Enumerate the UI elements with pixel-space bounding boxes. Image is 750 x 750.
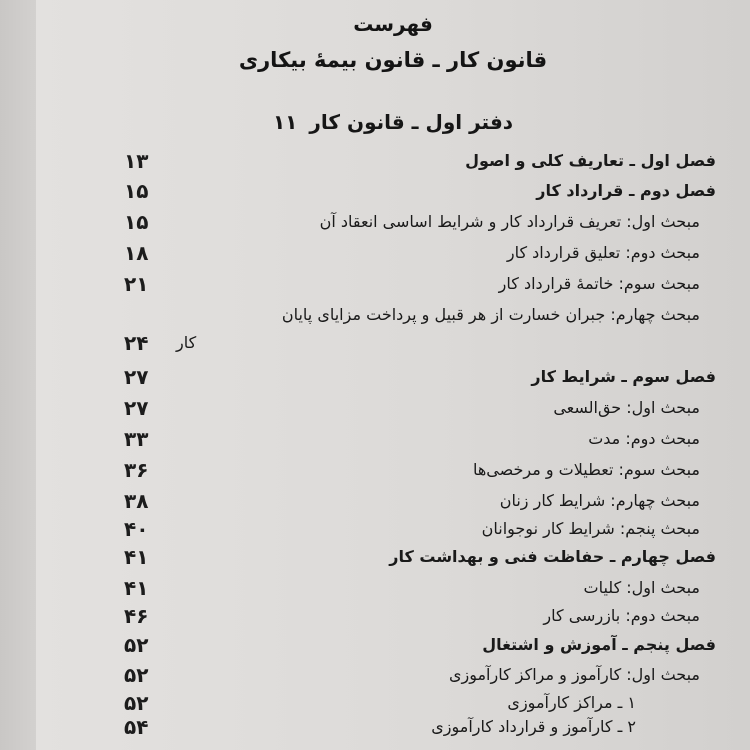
- toc-page-number: ۱۳: [124, 149, 149, 173]
- toc-entry-label: مبحث اول: کلیات: [583, 578, 700, 597]
- section-label: دفتر اول ـ قانون کار: [309, 110, 514, 134]
- toc-page-number: ۲۷: [124, 396, 149, 420]
- toc-page-number: ۱۸: [124, 241, 149, 265]
- toc-entry: [36, 514, 750, 544]
- toc-entry-label: مبحث اول: کارآموز و مراکز کارآموزی: [448, 665, 700, 684]
- toc-entry-label: مبحث دوم: تعلیق قرارداد کار: [506, 243, 700, 262]
- toc-entry-label: مبحث دوم: بازرسی کار: [543, 606, 700, 625]
- toc-page-number: ۱۵: [124, 179, 149, 203]
- toc-page-number: ۲۷: [124, 365, 149, 389]
- toc-entry: [36, 712, 750, 742]
- toc-entry-continuation: [36, 328, 750, 358]
- toc-entry-label: مبحث دوم: مدت: [588, 429, 700, 448]
- toc-page-number: ۴۱: [124, 576, 149, 600]
- page-edge-shadow: [0, 0, 36, 750]
- toc-page-number: ۵۲: [124, 663, 149, 687]
- toc-title: فهرست: [353, 12, 433, 36]
- toc-entry: [36, 207, 750, 237]
- toc-entry-label: مبحث سوم: خاتمهٔ قرارداد کار: [498, 274, 700, 293]
- toc-entry-label: فصل چهارم ـ حفاظت فنی و بهداشت کار: [389, 547, 716, 566]
- toc-entry-label: مبحث پنجم: شرایط کار نوجوانان: [481, 519, 700, 538]
- toc-entry-label: مبحث چهارم: شرایط کار زنان: [499, 491, 700, 510]
- toc-entry: [36, 630, 750, 660]
- toc-entry: [36, 660, 750, 690]
- toc-page-number: ۲۴: [124, 331, 149, 355]
- toc-entry: [36, 542, 750, 572]
- toc-entry: [36, 146, 750, 176]
- toc-entry-label: مبحث اول: حق‌السعی: [553, 398, 700, 417]
- toc-entry: [36, 238, 750, 268]
- toc-page-number: ۱۵: [124, 210, 149, 234]
- toc-entry-label: فصل دوم ـ قرارداد کار: [536, 181, 716, 200]
- toc-page-number: ۴۰: [124, 517, 149, 541]
- toc-page-number: ۵۴: [124, 715, 149, 739]
- toc-page-number: ۳۳: [124, 427, 149, 451]
- book-subtitle: قانون کار ـ قانون بیمهٔ بیکاری: [238, 48, 548, 72]
- toc-page-number: ۵۲: [124, 633, 149, 657]
- toc-entry: [36, 362, 750, 392]
- toc-page-number: ۵۲: [124, 691, 149, 715]
- toc-entry: [36, 393, 750, 423]
- document-page: [36, 0, 750, 750]
- toc-entry-label-continued: کار: [176, 333, 197, 352]
- toc-entry: [36, 601, 750, 631]
- toc-entry-label: فصل پنجم ـ آموزش و اشتغال: [482, 635, 716, 654]
- toc-entry-label: مبحث چهارم: جبران خسارت از هر قبیل و پرداخت مزایای پایان: [281, 305, 700, 324]
- toc-page-number: ۴۱: [124, 545, 149, 569]
- toc-page-number: ۲۱: [124, 272, 149, 296]
- toc-entry-label: فصل سوم ـ شرایط کار: [531, 367, 716, 386]
- toc-entry: [36, 486, 750, 516]
- section-page-number: ۱۱: [272, 110, 298, 134]
- toc-entry-label: فصل اول ـ تعاریف کلی و اصول: [465, 151, 716, 170]
- toc-entry: [36, 176, 750, 206]
- toc-entry: [36, 573, 750, 603]
- toc-page-number: ۳۶: [124, 458, 149, 482]
- toc-entry-label: ۲ ـ کارآموز و قرارداد کارآموزی: [431, 717, 636, 736]
- toc-page-number: ۳۸: [124, 489, 149, 513]
- toc-entry-label: مبحث سوم: تعطیلات و مرخصی‌ها: [472, 460, 700, 479]
- toc-entry: [36, 424, 750, 454]
- toc-list: [36, 0, 750, 750]
- toc-entry-label: مبحث اول: تعریف قرارداد کار و شرایط اساسی انعقاد آن: [319, 212, 700, 231]
- toc-page-number: ۴۶: [124, 604, 149, 628]
- toc-entry: [36, 455, 750, 485]
- toc-entry: [36, 269, 750, 299]
- toc-entry: [36, 300, 750, 330]
- toc-entry-label: ۱ ـ مراکز کارآموزی: [507, 693, 636, 712]
